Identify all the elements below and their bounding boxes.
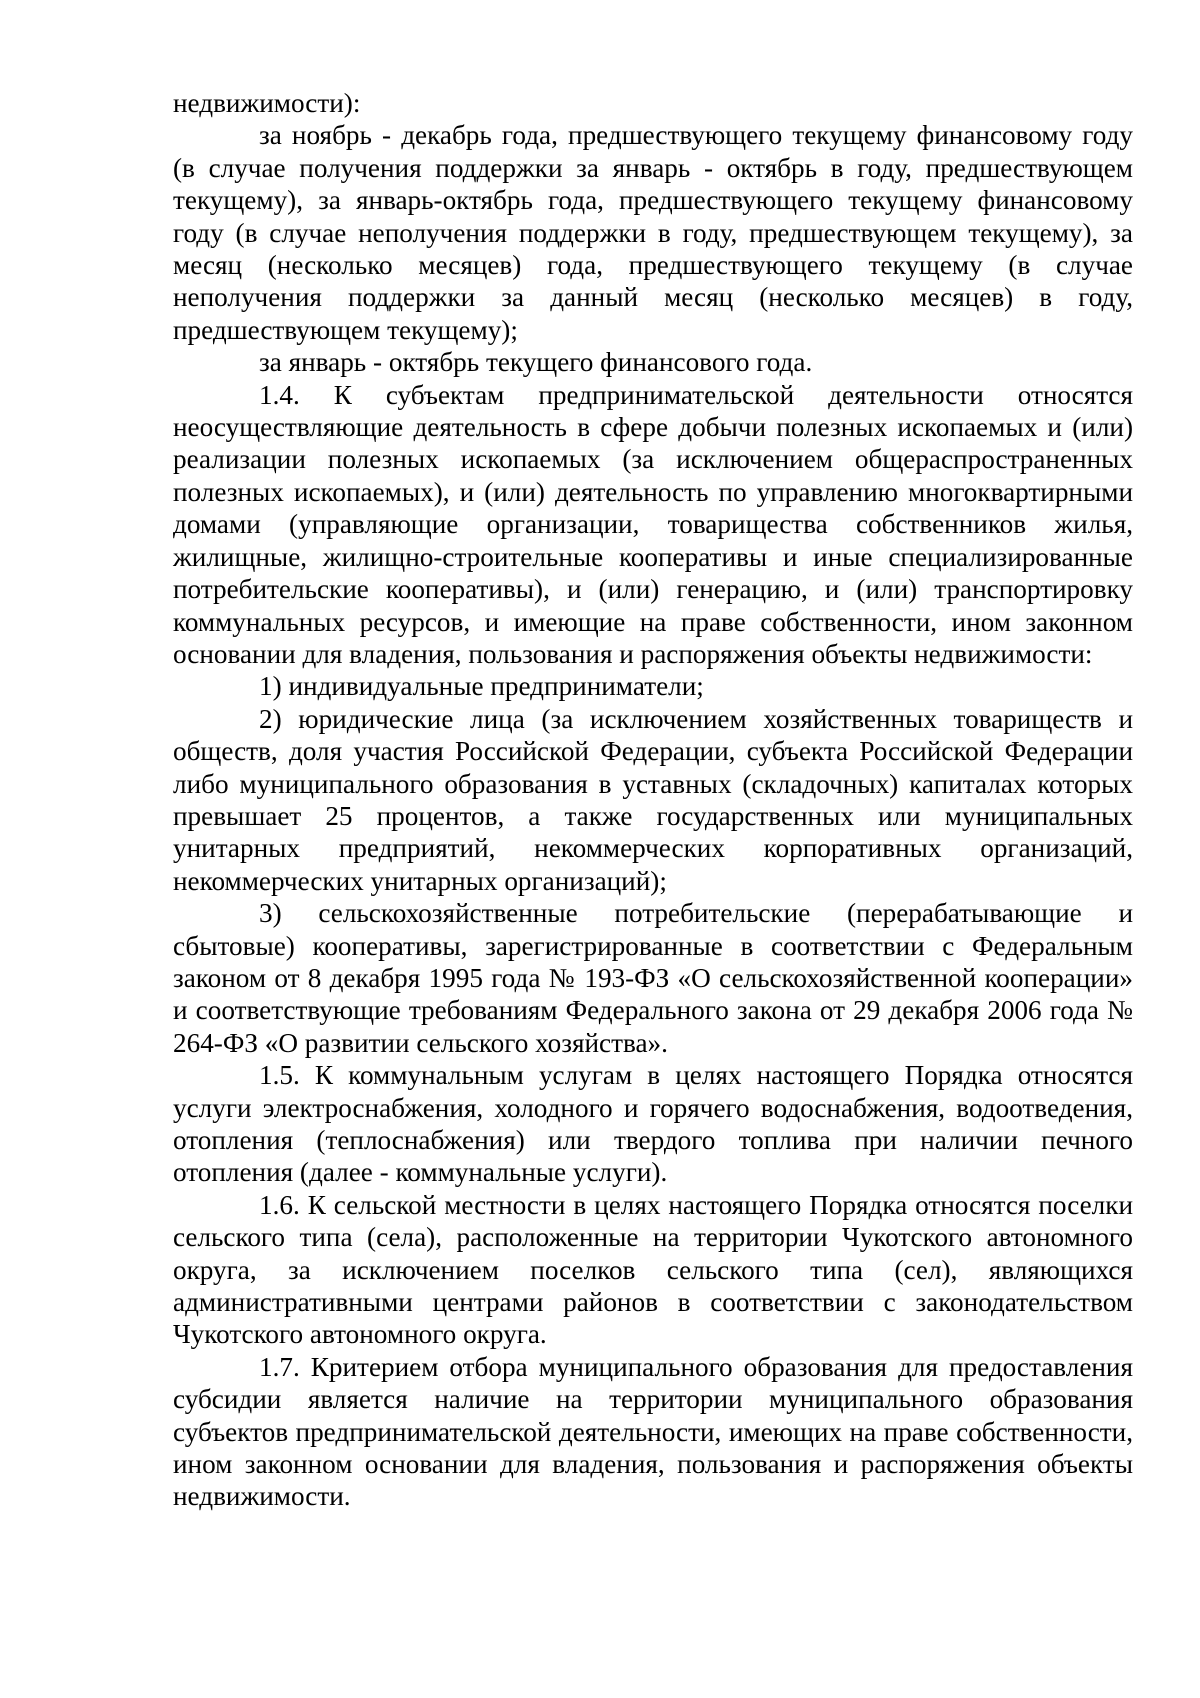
paragraph-period-current-year: за январь - октябрь текущего финансового года. bbox=[259, 347, 813, 378]
paragraph-1-5: 1.5. К коммунальным услугам в целях настоящего Порядка относятся услуги электроснабжения, холодного и горячего водоснабжения, водоотведения, отопления (теплоснабжения) или твердого топлива при наличии печного отопления (далее - коммунальные услуги). bbox=[173, 1060, 1133, 1188]
paragraph-1-4-item-3: 3) сельскохозяйственные потребительские (перерабатывающие и сбытовые) кооперативы, зарегистрированные в соответствии с Федеральным законом от 8 декабря 1995 года № 193-ФЗ «О сельскохозяйственной кооперации» и соответствующие требованиям Федерального закона от 29 декабря 2006 года № 264-ФЗ «О развитии сельского хозяйства». bbox=[173, 898, 1133, 1058]
paragraph-1-7: 1.7. Критерием отбора муниципального образования для предоставления субсидии является наличие на территории муниципального образования субъектов предпринимательской деятельности, имеющих на праве собственности, ином законном основании для владения, пользования и распоряжения объекты недвижимости. bbox=[173, 1351, 1133, 1512]
paragraph-1-4-item-1: 1) индивидуальные предприниматели; bbox=[259, 671, 704, 702]
paragraph-continuation: недвижимости): bbox=[173, 88, 361, 118]
paragraph-1-6: 1.6. К сельской местности в целях настоящего Порядка относятся поселки сельского типа (села), расположенные на территории Чукотского автономного округа, за исключением поселков сельского типа (сел), являющихся административными центрами районов в соответствии с законодательством Чукотского автономного округа. bbox=[173, 1189, 1133, 1350]
paragraph-period-previous-year: за ноябрь - декабрь года, предшествующего текущему финансовому году (в случае получения поддержки за январь - октябрь в году, предшествующем текущему), за январь-октябрь года, предшествующего текущему финансовому году (в случае неполучения поддержки в году, предшествующем текущему), за месяц (несколько месяцев) года, предшествующего текущему (в случае неполучения поддержки за данный месяц (несколько месяцев) в году, предшествующем текущему); bbox=[173, 120, 1133, 345]
document-body bbox=[173, 87, 1133, 1513]
paragraph-1-4: 1.4. К субъектам предпринимательской деятельности относятся неосуществляющие деятельность в сфере добычи полезных ископаемых и (или) реализации полезных ископаемых (за исключением общераспространенных полезных ископаемых), и (или) деятельность по управлению многоквартирными домами (управляющие организации, товарищества собственников жилья, жилищные, жилищно-строительные кооперативы и иные специализированные потребительские кооперативы), и (или) генерацию, и (или) транспортировку коммунальных ресурсов, и имеющие на праве собственности, ином законном основании для владения, пользования и распоряжения объекты недвижимости: bbox=[173, 379, 1133, 669]
paragraph-1-4-item-2: 2) юридические лица (за исключением хозяйственных товариществ и обществ, доля участия Российской Федерации, субъекта Российской Федерации либо муниципального образования в уставных (складочных) капиталах которых превышает 25 процентов, а также государственных или муниципальных унитарных предприятий, некоммерческих корпоративных организаций, некоммерческих унитарных организаций); bbox=[173, 703, 1133, 896]
